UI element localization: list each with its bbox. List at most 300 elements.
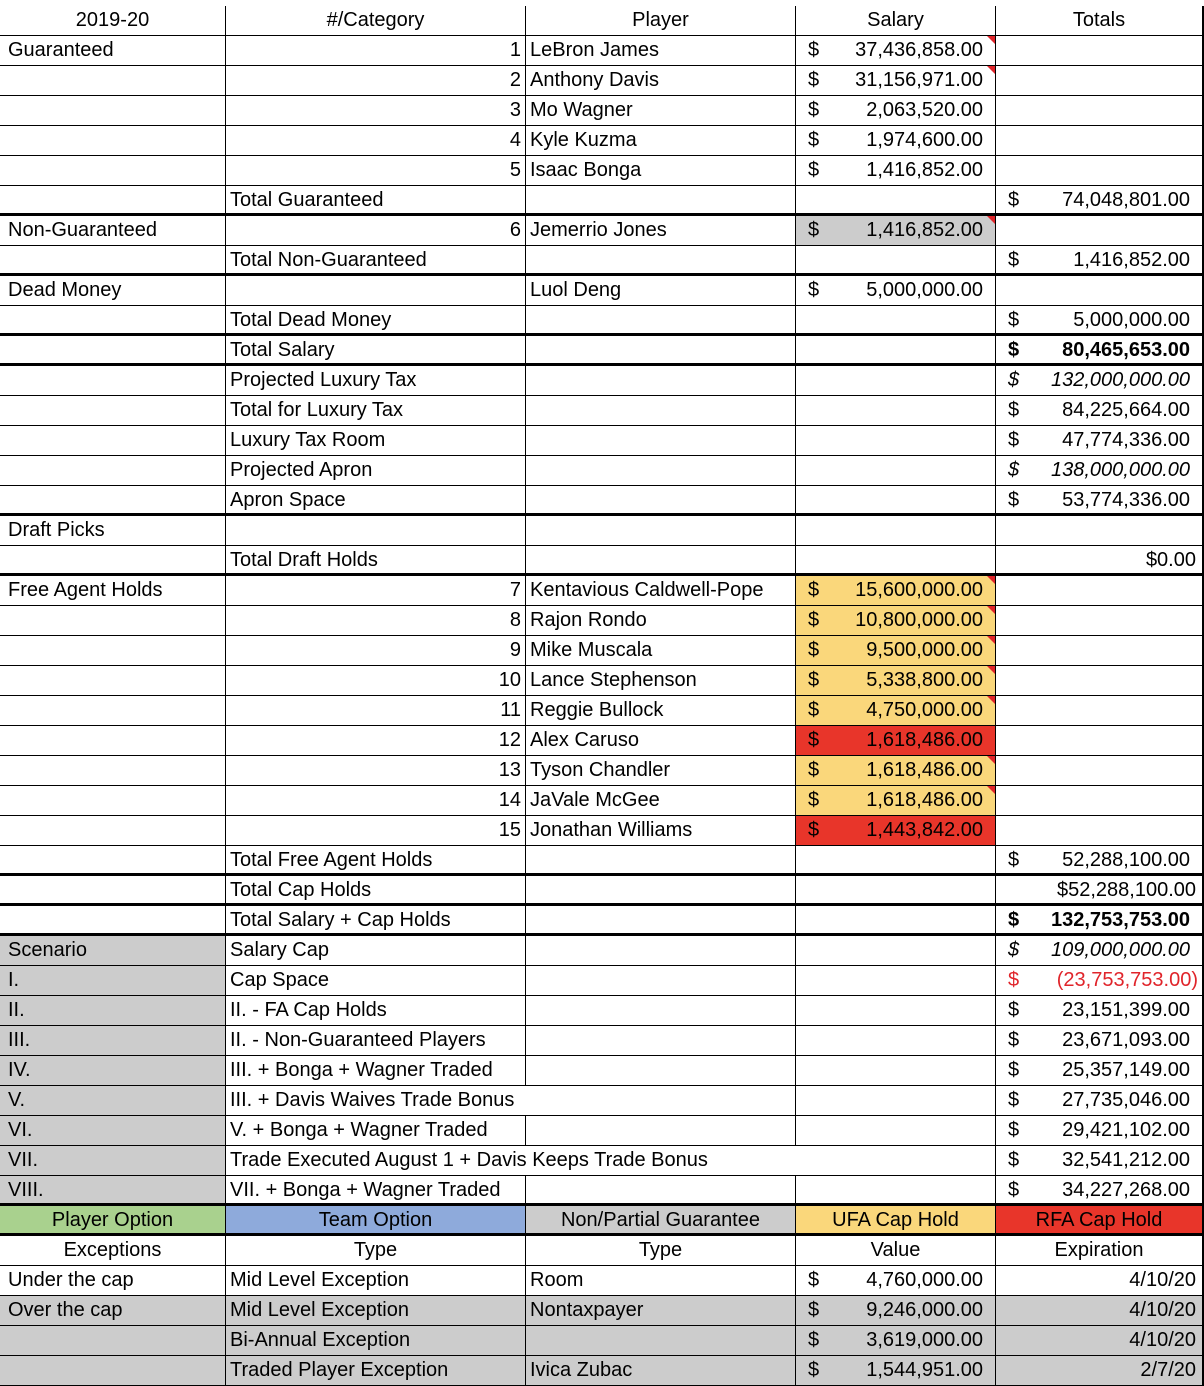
- player-cell[interactable]: [526, 246, 796, 273]
- player-cell[interactable]: [526, 1026, 796, 1055]
- player-cell[interactable]: [526, 306, 796, 333]
- total-amount: 32,541,212.00: [1062, 1149, 1190, 1171]
- total-amount: 1,416,852.00: [1073, 249, 1190, 271]
- category-cell[interactable]: [0, 186, 226, 213]
- salary-amount: 10,800,000.00: [855, 609, 983, 631]
- scenario-label[interactable]: VIII.: [0, 1176, 226, 1203]
- player-name[interactable]: Alex Caruso: [526, 726, 796, 755]
- player-number: 8: [509, 609, 521, 631]
- category-cell[interactable]: [0, 666, 226, 695]
- category-cell[interactable]: [0, 426, 226, 455]
- category-cell[interactable]: [0, 846, 226, 873]
- salary-cell[interactable]: [796, 1146, 996, 1175]
- exception-value-cell[interactable]: [796, 1266, 996, 1295]
- salary-cell[interactable]: [796, 666, 996, 695]
- header-subtype[interactable]: Type: [526, 1236, 796, 1265]
- totals-cell[interactable]: [996, 1026, 1204, 1055]
- dollar-sign: $: [1008, 459, 1020, 481]
- comment-indicator-icon: [987, 756, 995, 764]
- player-number-cell[interactable]: [226, 636, 526, 665]
- category-label[interactable]: Draft Picks: [0, 516, 226, 545]
- category-cell[interactable]: [0, 246, 226, 273]
- category-cell[interactable]: [0, 126, 226, 155]
- total-amount: 84,225,664.00: [1062, 399, 1190, 421]
- header-totals[interactable]: Totals: [996, 6, 1204, 35]
- category-label[interactable]: Non-Guaranteed: [0, 216, 226, 245]
- player-cell[interactable]: [526, 186, 796, 213]
- player-name[interactable]: Mike Muscala: [526, 636, 796, 665]
- scenario-desc: III. + Bonga + Wagner Traded: [230, 1059, 493, 1081]
- totals-cell[interactable]: [996, 576, 1204, 605]
- summary-label-cell[interactable]: [226, 366, 526, 395]
- salary-cell[interactable]: [796, 966, 996, 995]
- table-row: [0, 126, 1204, 156]
- totals-cell[interactable]: [996, 966, 1204, 995]
- totals-cell[interactable]: [996, 846, 1204, 873]
- category-cell[interactable]: [0, 546, 226, 573]
- player-name[interactable]: Isaac Bonga: [526, 156, 796, 185]
- scenario-desc-cell[interactable]: [226, 1056, 526, 1085]
- dollar-sign: $: [808, 789, 820, 811]
- player-cell[interactable]: [526, 516, 796, 545]
- totals-cell[interactable]: [996, 276, 1204, 305]
- salary-cell[interactable]: [796, 66, 996, 95]
- totals-cell[interactable]: [996, 606, 1204, 635]
- category-cell[interactable]: [0, 786, 226, 815]
- category-cell[interactable]: [0, 366, 226, 395]
- total-amount: 80,465,653.00: [1062, 339, 1190, 361]
- totals-cell[interactable]: [996, 1116, 1204, 1145]
- totals-cell[interactable]: [996, 156, 1204, 185]
- scenario-label[interactable]: IV.: [0, 1056, 226, 1085]
- salary-cell[interactable]: [796, 846, 996, 873]
- totals-cell[interactable]: [996, 786, 1204, 815]
- salary-amount: 15,600,000.00: [855, 579, 983, 601]
- salary-cell[interactable]: [796, 36, 996, 65]
- player-name[interactable]: Lance Stephenson: [526, 666, 796, 695]
- table-row: [0, 606, 1204, 636]
- category-cell[interactable]: [0, 486, 226, 513]
- subtotal-label-cell[interactable]: [226, 906, 526, 933]
- exception-expiration[interactable]: 4/10/20: [996, 1326, 1204, 1355]
- summary-label: Projected Luxury Tax: [230, 369, 417, 391]
- salary-cell[interactable]: [796, 1026, 996, 1055]
- player-cell[interactable]: [526, 366, 796, 395]
- player-name[interactable]: Jemerrio Jones: [526, 216, 796, 245]
- player-number-cell[interactable]: [226, 786, 526, 815]
- subtotal-label-cell[interactable]: [226, 546, 526, 573]
- dollar-sign: $: [1008, 249, 1020, 271]
- totals-cell[interactable]: [996, 36, 1204, 65]
- category-cell[interactable]: [0, 816, 226, 845]
- player-name[interactable]: Anthony Davis: [526, 66, 796, 95]
- table-row: [0, 1116, 1204, 1146]
- table-row: [0, 1026, 1204, 1056]
- totals-cell[interactable]: [996, 66, 1204, 95]
- salary-cell[interactable]: [796, 396, 996, 425]
- scenario-label[interactable]: III.: [0, 1026, 226, 1055]
- exception-category[interactable]: Over the cap: [0, 1296, 226, 1325]
- scenario-label[interactable]: II.: [0, 996, 226, 1025]
- salary-cell[interactable]: [796, 186, 996, 213]
- salary-cell[interactable]: [796, 906, 996, 933]
- player-cell[interactable]: [526, 336, 796, 363]
- summary-label: Apron Space: [230, 489, 346, 511]
- totals-cell[interactable]: [996, 1176, 1204, 1203]
- category-label[interactable]: Free Agent Holds: [0, 576, 226, 605]
- header-salary[interactable]: Salary: [796, 6, 996, 35]
- dollar-sign: $: [1008, 1179, 1020, 1201]
- totals-cell[interactable]: [996, 96, 1204, 125]
- exception-type-cell[interactable]: [226, 1356, 526, 1385]
- exception-subtype[interactable]: Room: [526, 1266, 796, 1295]
- player-cell[interactable]: [526, 936, 796, 965]
- salary-cell[interactable]: [796, 636, 996, 665]
- player-name[interactable]: LeBron James: [526, 36, 796, 65]
- salary-cell[interactable]: [796, 486, 996, 513]
- legend-rfa-cap-hold[interactable]: RFA Cap Hold: [996, 1206, 1204, 1233]
- totals-cell[interactable]: [996, 366, 1204, 395]
- scenario-label[interactable]: VII.: [0, 1146, 226, 1175]
- salary-cell[interactable]: [796, 576, 996, 605]
- table-row: [0, 1086, 1204, 1116]
- dollar-sign: $: [808, 39, 820, 61]
- player-number-cell[interactable]: [226, 36, 526, 65]
- player-cell[interactable]: [526, 846, 796, 873]
- player-name[interactable]: JaVale McGee: [526, 786, 796, 815]
- salary-amount: 4,750,000.00: [866, 699, 983, 721]
- player-name[interactable]: Tyson Chandler: [526, 756, 796, 785]
- table-row: [0, 456, 1204, 486]
- totals-cell[interactable]: [996, 246, 1204, 273]
- player-cell[interactable]: [526, 546, 796, 573]
- totals-cell[interactable]: [996, 126, 1204, 155]
- total-amount: (23,753,753.00): [1056, 969, 1198, 991]
- total-amount: 29,421,102.00: [1062, 1119, 1190, 1141]
- header-category[interactable]: #/Category: [226, 6, 526, 35]
- scenario-label[interactable]: Scenario: [0, 936, 226, 965]
- subtotal-label-cell[interactable]: [226, 246, 526, 273]
- exception-row: [0, 1326, 1204, 1356]
- salary-cell[interactable]: [796, 1176, 996, 1203]
- header-expiration[interactable]: Expiration: [996, 1236, 1204, 1265]
- player-number: 6: [509, 219, 521, 241]
- exception-value: 4,760,000.00: [866, 1269, 983, 1291]
- legend-ufa-cap-hold[interactable]: UFA Cap Hold: [796, 1206, 996, 1233]
- salary-cell[interactable]: [796, 996, 996, 1025]
- salary-cell[interactable]: [796, 336, 996, 363]
- category-cell[interactable]: [0, 696, 226, 725]
- exception-type-cell[interactable]: [226, 1266, 526, 1295]
- salary-cell[interactable]: [796, 936, 996, 965]
- subtotal-label: Total Guaranteed: [230, 189, 384, 211]
- player-number-cell[interactable]: [226, 96, 526, 125]
- totals-cell[interactable]: [996, 756, 1204, 785]
- category-cell[interactable]: [0, 636, 226, 665]
- salary-cell[interactable]: [796, 696, 996, 725]
- table-row: [0, 846, 1204, 876]
- salary-cell[interactable]: [796, 1086, 996, 1115]
- salary-cell[interactable]: [796, 1116, 996, 1145]
- player-cell[interactable]: [526, 996, 796, 1025]
- scenario-desc-cell[interactable]: [226, 1146, 708, 1175]
- salary-cell[interactable]: [796, 306, 996, 333]
- header-season[interactable]: 2019-20: [0, 6, 226, 35]
- scenario-desc-cell[interactable]: [226, 1116, 526, 1145]
- scenario-desc-cell[interactable]: [226, 996, 526, 1025]
- salary-cell[interactable]: [796, 276, 996, 305]
- comment-indicator-icon: [987, 606, 995, 614]
- totals-cell[interactable]: [996, 426, 1204, 455]
- player-name[interactable]: Mo Wagner: [526, 96, 796, 125]
- scenario-label[interactable]: I.: [0, 966, 226, 995]
- dollar-sign: $: [1008, 1089, 1020, 1111]
- table-row: [0, 156, 1204, 186]
- dollar-sign: $: [1008, 309, 1020, 331]
- category-cell[interactable]: [0, 66, 226, 95]
- totals-cell[interactable]: [996, 216, 1204, 245]
- exception-type-cell[interactable]: [226, 1296, 526, 1325]
- exception-subtype[interactable]: Nontaxpayer: [526, 1296, 796, 1325]
- totals-cell[interactable]: [996, 726, 1204, 755]
- subtotal-label-cell[interactable]: [226, 306, 526, 333]
- summary-label: Luxury Tax Room: [230, 429, 386, 451]
- totals-cell[interactable]: [996, 1086, 1204, 1115]
- dollar-sign: $: [1008, 369, 1020, 391]
- salary-amount: 1,618,486.00: [866, 759, 983, 781]
- total-amount: 74,048,801.00: [1062, 189, 1190, 211]
- scenario-label[interactable]: V.: [0, 1086, 226, 1115]
- legend-player-option[interactable]: Player Option: [0, 1206, 226, 1233]
- category-cell[interactable]: [0, 756, 226, 785]
- table-row: [0, 426, 1204, 456]
- salary-amount: 31,156,971.00: [855, 69, 983, 91]
- category-cell[interactable]: [0, 96, 226, 125]
- player-cell[interactable]: [526, 876, 796, 903]
- scenario-desc-cell[interactable]: [226, 936, 526, 965]
- player-number-cell[interactable]: [226, 756, 526, 785]
- subtotal-label: Total Cap Holds: [230, 879, 372, 901]
- player-name[interactable]: Luol Deng: [526, 276, 796, 305]
- salary-amount: 2,063,520.00: [866, 99, 983, 121]
- player-name[interactable]: Kentavious Caldwell-Pope: [526, 576, 796, 605]
- player-number-cell[interactable]: [226, 696, 526, 725]
- category-cell[interactable]: [0, 606, 226, 635]
- header-exceptions[interactable]: Exceptions: [0, 1236, 226, 1265]
- subtotal-label-cell[interactable]: [226, 876, 526, 903]
- total-amount: 138,000,000.00: [1050, 459, 1190, 481]
- salary-cell[interactable]: [796, 756, 996, 785]
- player-number-cell[interactable]: [226, 816, 526, 845]
- player-number: 5: [509, 159, 521, 181]
- exception-subtype[interactable]: [526, 1326, 796, 1355]
- player-cell[interactable]: [526, 1056, 796, 1085]
- dollar-sign: $: [1008, 939, 1020, 961]
- player-cell[interactable]: [526, 1086, 796, 1115]
- player-cell[interactable]: [526, 906, 796, 933]
- player-number-cell[interactable]: [226, 516, 526, 545]
- scenario-desc-cell[interactable]: [226, 1086, 526, 1115]
- summary-label-cell[interactable]: [226, 426, 526, 455]
- header-value[interactable]: Value: [796, 1236, 996, 1265]
- dollar-sign: $: [808, 579, 820, 601]
- dollar-sign: $: [808, 129, 820, 151]
- dollar-sign: $: [808, 669, 820, 691]
- table-row: [0, 816, 1204, 846]
- player-cell[interactable]: [526, 486, 796, 513]
- player-cell[interactable]: [526, 396, 796, 425]
- player-cell[interactable]: [526, 1116, 796, 1145]
- summary-label-cell[interactable]: [226, 336, 526, 363]
- scenario-desc-cell[interactable]: [226, 1176, 526, 1203]
- dollar-sign: $: [808, 1329, 820, 1351]
- dollar-sign: $: [1008, 909, 1020, 931]
- category-cell[interactable]: [0, 906, 226, 933]
- totals-cell[interactable]: [996, 396, 1204, 425]
- dollar-sign: $: [808, 819, 820, 841]
- salary-cell[interactable]: [796, 96, 996, 125]
- totals-cell[interactable]: [996, 186, 1204, 213]
- salary-cell[interactable]: [796, 546, 996, 573]
- salary-cell[interactable]: [796, 366, 996, 395]
- legend-non-partial-guarantee[interactable]: Non/Partial Guarantee: [526, 1206, 796, 1233]
- exception-expiration[interactable]: 4/10/20: [996, 1296, 1204, 1325]
- player-name[interactable]: Reggie Bullock: [526, 696, 796, 725]
- summary-label-cell[interactable]: [226, 486, 526, 513]
- category-cell[interactable]: [0, 396, 226, 425]
- player-number: 14: [498, 789, 521, 811]
- exception-type-cell[interactable]: [226, 1326, 526, 1355]
- player-number: 1: [509, 39, 521, 61]
- exception-value-cell[interactable]: [796, 1296, 996, 1325]
- comment-indicator-icon: [987, 636, 995, 644]
- totals-cell[interactable]: [996, 696, 1204, 725]
- salary-cell[interactable]: [796, 876, 996, 903]
- salary-cell[interactable]: [796, 516, 996, 545]
- subtotal-label-cell[interactable]: [226, 846, 526, 873]
- totals-cell[interactable]: [996, 1146, 1204, 1175]
- salary-cell[interactable]: [796, 216, 996, 245]
- player-cell[interactable]: [526, 1176, 796, 1203]
- category-label[interactable]: Guaranteed: [0, 36, 226, 65]
- category-cell[interactable]: [0, 876, 226, 903]
- salary-cell[interactable]: [796, 726, 996, 755]
- scenario-label[interactable]: VI.: [0, 1116, 226, 1145]
- totals-cell[interactable]: [996, 486, 1204, 513]
- salary-cell[interactable]: [796, 1056, 996, 1085]
- category-cell[interactable]: [0, 456, 226, 485]
- scenario-desc-cell[interactable]: [226, 1026, 526, 1055]
- table-row: [0, 186, 1204, 216]
- summary-label-cell[interactable]: [226, 396, 526, 425]
- dollar-sign: $: [808, 759, 820, 781]
- salary-cell[interactable]: [796, 606, 996, 635]
- salary-cell[interactable]: [796, 816, 996, 845]
- summary-label: Total Salary: [230, 339, 335, 361]
- exception-value-cell[interactable]: [796, 1356, 996, 1385]
- dollar-sign: $: [1008, 189, 1020, 211]
- player-cell[interactable]: [526, 456, 796, 485]
- summary-label-cell[interactable]: [226, 456, 526, 485]
- legend-team-option[interactable]: Team Option: [226, 1206, 526, 1233]
- player-number-cell[interactable]: [226, 726, 526, 755]
- exception-type: Mid Level Exception: [230, 1299, 409, 1321]
- salary-cell[interactable]: [796, 156, 996, 185]
- category-cell[interactable]: [0, 336, 226, 363]
- total-amount: 132,753,753.00: [1050, 909, 1190, 931]
- salary-amount: 1,618,486.00: [866, 729, 983, 751]
- exception-category[interactable]: [0, 1326, 226, 1355]
- totals-cell[interactable]: [996, 636, 1204, 665]
- dollar-sign: $: [808, 99, 820, 121]
- category-cell[interactable]: [0, 156, 226, 185]
- exception-category[interactable]: [0, 1356, 226, 1385]
- player-cell[interactable]: [526, 426, 796, 455]
- totals-cell[interactable]: [996, 1056, 1204, 1085]
- player-name[interactable]: Rajon Rondo: [526, 606, 796, 635]
- player-cell[interactable]: [526, 1146, 796, 1175]
- category-cell[interactable]: [0, 306, 226, 333]
- totals-cell[interactable]: $0.00: [996, 546, 1204, 573]
- subtotal-label-cell[interactable]: [226, 186, 526, 213]
- legend-row: [0, 1206, 1204, 1236]
- player-name[interactable]: Kyle Kuzma: [526, 126, 796, 155]
- player-number-cell[interactable]: [226, 126, 526, 155]
- salary-cell[interactable]: [796, 426, 996, 455]
- scenario-desc: II. - FA Cap Holds: [230, 999, 387, 1021]
- table-row: [0, 966, 1204, 996]
- header-type[interactable]: Type: [226, 1236, 526, 1265]
- totals-cell[interactable]: [996, 816, 1204, 845]
- totals-cell[interactable]: [996, 906, 1204, 933]
- totals-cell[interactable]: [996, 516, 1204, 545]
- totals-cell[interactable]: [996, 456, 1204, 485]
- totals-cell[interactable]: [996, 336, 1204, 363]
- player-number-cell[interactable]: [226, 216, 526, 245]
- player-name[interactable]: Jonathan Williams: [526, 816, 796, 845]
- player-number-cell[interactable]: [226, 156, 526, 185]
- salary-cell[interactable]: [796, 456, 996, 485]
- player-cell[interactable]: [526, 966, 796, 995]
- dollar-sign: $: [1008, 849, 1020, 871]
- exception-value-cell[interactable]: [796, 1326, 996, 1355]
- dollar-sign: $: [808, 219, 820, 241]
- exception-value: 9,246,000.00: [866, 1299, 983, 1321]
- header-player[interactable]: Player: [526, 6, 796, 35]
- exception-expiration[interactable]: 4/10/20: [996, 1266, 1204, 1295]
- salary-cell[interactable]: [796, 786, 996, 815]
- table-row: [0, 786, 1204, 816]
- exception-expiration[interactable]: 2/7/20: [996, 1356, 1204, 1385]
- category-cell[interactable]: [0, 726, 226, 755]
- scenario-desc-cell[interactable]: [226, 966, 526, 995]
- totals-cell[interactable]: [996, 306, 1204, 333]
- salary-cell[interactable]: [796, 246, 996, 273]
- player-number-cell[interactable]: [226, 66, 526, 95]
- category-label[interactable]: Dead Money: [0, 276, 226, 305]
- totals-cell[interactable]: [996, 996, 1204, 1025]
- exception-subtype[interactable]: Ivica Zubac: [526, 1356, 796, 1385]
- player-number-cell[interactable]: [226, 276, 526, 305]
- player-number-cell[interactable]: [226, 606, 526, 635]
- player-number-cell[interactable]: [226, 666, 526, 695]
- salary-cell[interactable]: [796, 126, 996, 155]
- totals-cell[interactable]: [996, 666, 1204, 695]
- player-number-cell[interactable]: [226, 576, 526, 605]
- exception-category[interactable]: Under the cap: [0, 1266, 226, 1295]
- totals-cell[interactable]: [996, 936, 1204, 965]
- totals-cell[interactable]: $52,288,100.00: [996, 876, 1204, 903]
